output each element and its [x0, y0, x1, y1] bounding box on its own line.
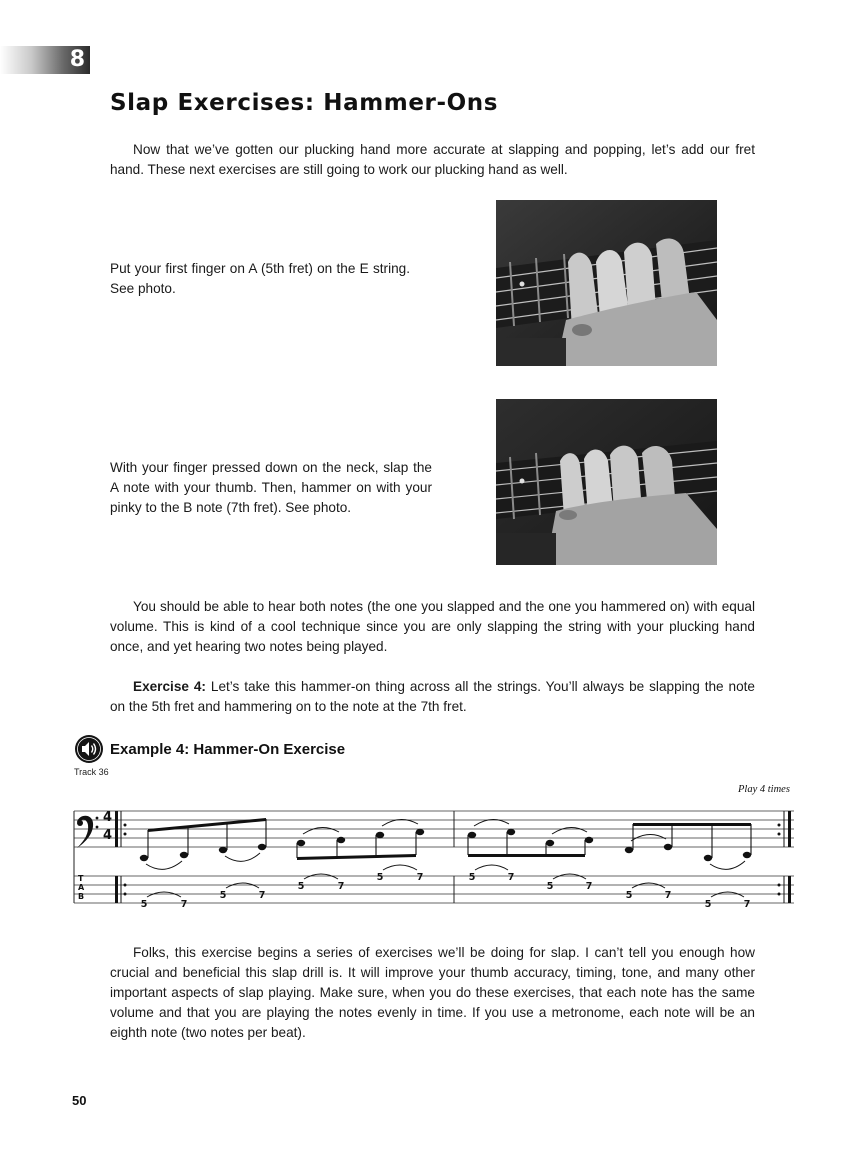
tab-clef-a: A — [78, 883, 85, 892]
exercise-label: Exercise 4: — [133, 679, 206, 694]
exercise-paragraph — [110, 677, 755, 717]
tab-fret-number: 5 — [546, 881, 554, 892]
tab-fret-number: 7 — [507, 872, 515, 883]
tab-fret-number: 5 — [376, 872, 384, 883]
tab-fret-number: 5 — [219, 890, 227, 901]
note — [743, 852, 751, 858]
repeat-start-tab — [115, 876, 127, 903]
note — [416, 829, 424, 835]
chapter-tab — [0, 46, 90, 74]
note — [180, 852, 188, 858]
note — [468, 832, 476, 838]
note — [337, 837, 345, 843]
tab-fret-number: 5 — [704, 899, 712, 910]
staff-ties — [146, 819, 745, 869]
intro-paragraph: Now that we’ve gotten our plucking hand more accurate at slapping and popping, let’s add our fret hand. These next exercises are still going to work our plucking hand as well. — [110, 142, 755, 177]
tab-fret-number: 7 — [337, 881, 345, 892]
tab-fret-number: 7 — [416, 872, 424, 883]
tab-fret-number: 7 — [743, 899, 751, 910]
page-number: 50 — [72, 1093, 87, 1108]
repeat-end-tab — [778, 876, 792, 903]
step1-paragraph: Put your first finger on A (5th fret) on the E string. See photo. — [110, 261, 410, 296]
tab-fret-number: 5 — [297, 881, 305, 892]
note — [376, 832, 384, 838]
tab-fret-number: 7 — [258, 890, 266, 901]
time-sig-top: 4 — [103, 810, 113, 825]
exercise-text: Let’s take this hammer-on thing across all the strings. You’ll always be slapping the note on the 5th fret and hammering on to the note at the 7th fret. — [110, 679, 755, 714]
tab-clef-b: B — [78, 892, 85, 901]
note — [625, 847, 633, 853]
hear-paragraph: You should be able to hear both notes (the one you slapped and the one you hammered on) with equal volume. This is kind of a cool technique since you are only slapping the string with your plucking hand once, and yet hearing two notes being played. — [110, 599, 755, 654]
audio-speaker-icon[interactable] — [74, 734, 104, 764]
note — [219, 847, 227, 853]
folks-paragraph: Folks, this exercise begins a series of exercises we’ll be doing for slap. I can’t tell you enough how crucial and beneficial this slap drill is. It will improve your thumb accuracy, timing, tone, and many other important aspects of slap playing. Make sure, when you do these exercises, that each note has the same volume and that you are playing the notes evenly in time. If you use a metronome, each note will be an eighth note (two notes per beat). — [110, 945, 755, 1040]
time-sig-bottom: 4 — [103, 828, 113, 843]
example-title: Example 4: Hammer-On Exercise — [110, 741, 346, 758]
tab-fret-numbers — [141, 872, 751, 910]
music-notation — [60, 770, 800, 910]
tab-ties — [147, 865, 744, 897]
tab-fret-number: 5 — [468, 872, 476, 883]
note — [507, 829, 515, 835]
note — [140, 855, 148, 861]
tab-fret-number: 7 — [664, 890, 672, 901]
note — [585, 837, 593, 843]
tab-fret-number: 5 — [140, 899, 148, 910]
beams — [148, 818, 751, 860]
tab-fret-number: 7 — [180, 899, 188, 910]
note — [297, 840, 305, 846]
tab-fret-number: 7 — [585, 881, 593, 892]
note — [664, 844, 672, 850]
staff-notes — [140, 829, 751, 861]
note — [258, 844, 266, 850]
note — [704, 855, 712, 861]
photo-first-finger — [496, 200, 717, 366]
chapter-number: 8 — [69, 47, 85, 72]
page-title: Slap Exercises: Hammer-Ons — [110, 90, 499, 116]
play-times-label: Play 4 times — [738, 784, 790, 795]
step2-paragraph: With your finger pressed down on the neck, slap the A note with your thumb. Then, hammer on with your pinky to the B note (7th fret). See photo. — [110, 460, 432, 515]
track-label: Track 36 — [74, 767, 109, 777]
tab-clef-t: T — [78, 874, 84, 883]
note — [546, 840, 554, 846]
tab-fret-number: 5 — [625, 890, 633, 901]
music-staff — [74, 811, 794, 847]
bass-clef — [77, 816, 98, 848]
photo-hammer-on — [496, 399, 717, 565]
